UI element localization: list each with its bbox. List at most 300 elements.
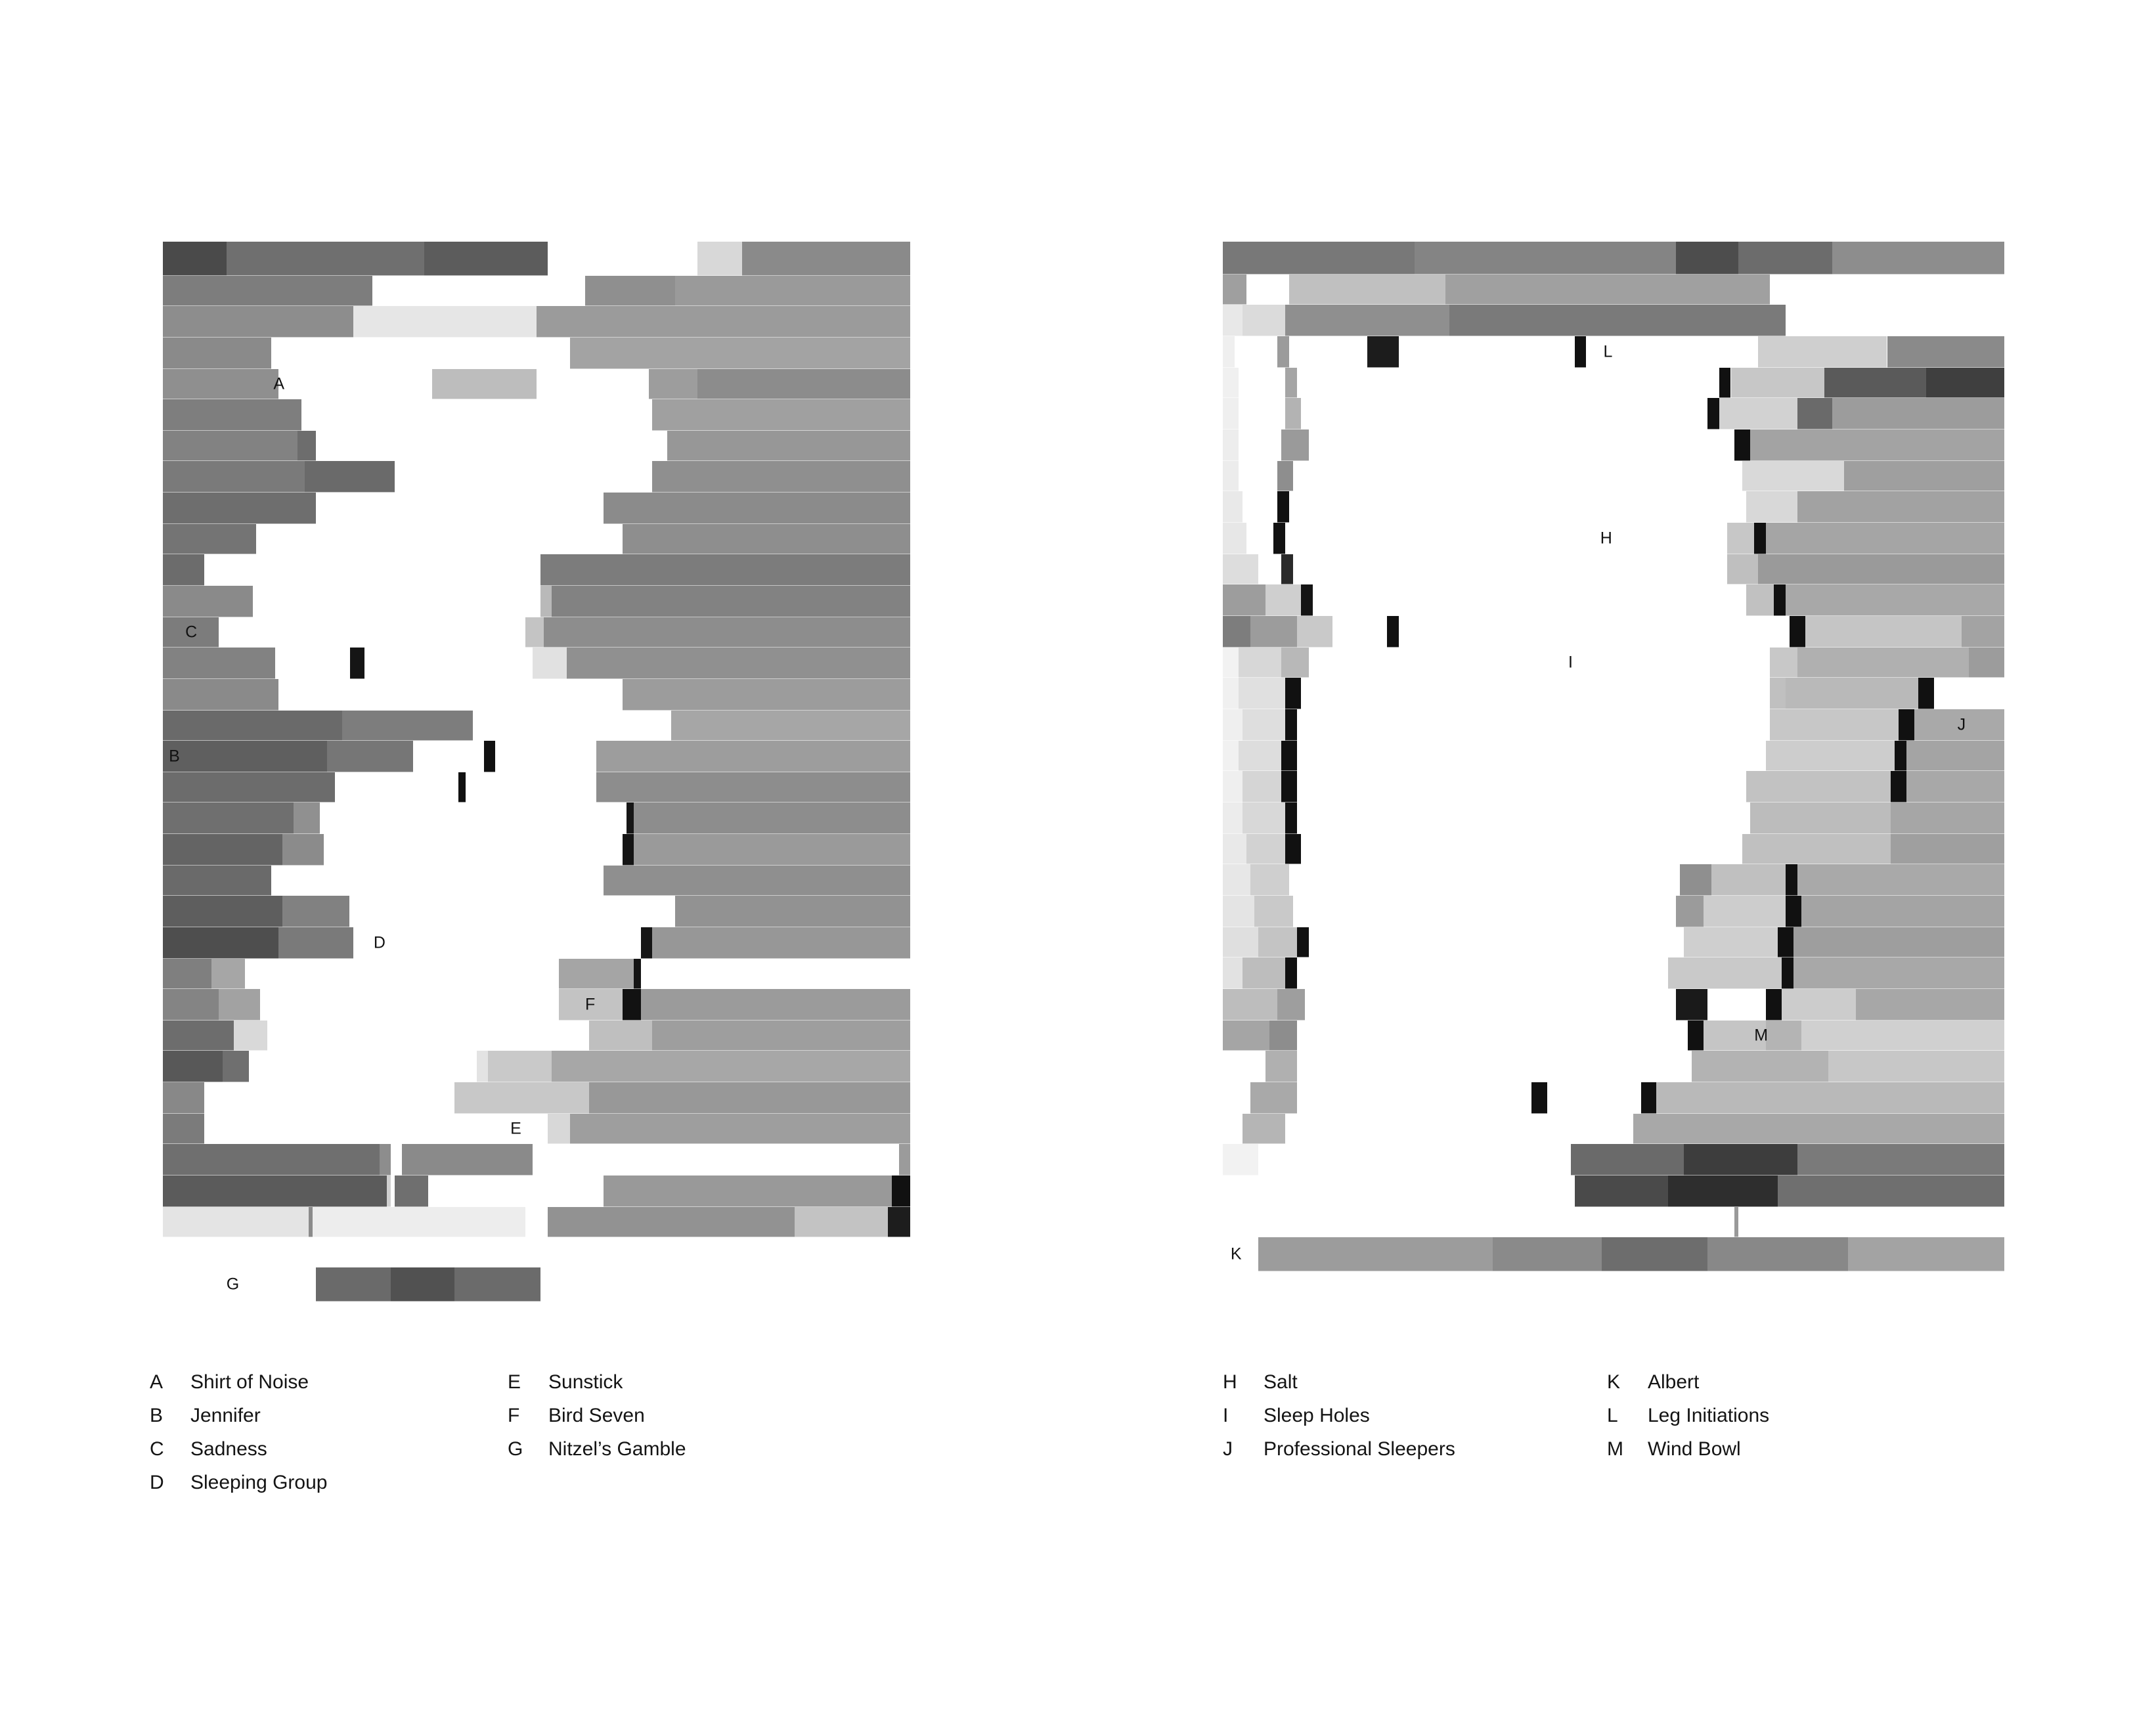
band-segment — [163, 866, 271, 896]
band-segment — [1223, 1021, 1269, 1051]
band-segment — [1731, 368, 1825, 398]
band-row — [163, 1082, 910, 1114]
band-segment — [1223, 616, 1250, 648]
band-segment — [1887, 336, 2005, 368]
band-segment — [1243, 709, 1285, 741]
band-segment — [1223, 709, 1243, 741]
band-segment — [1289, 491, 1746, 523]
legend-label: Leg Initiations — [1648, 1405, 1770, 1426]
band-segment — [548, 679, 623, 711]
band-row — [1223, 523, 2004, 554]
band-segment — [275, 648, 350, 679]
band-segment — [1223, 398, 1239, 429]
band-row — [1223, 305, 2004, 336]
band-segment — [324, 834, 623, 866]
band-segment — [219, 617, 525, 648]
band-segment — [234, 1021, 267, 1051]
band-row — [163, 306, 910, 338]
band-segment — [525, 617, 544, 648]
band-segment — [350, 648, 365, 679]
band-segment — [1281, 554, 1293, 584]
band-segment — [1746, 771, 1891, 802]
band-row — [163, 834, 910, 866]
band-segment — [514, 493, 533, 524]
band-segment — [1289, 336, 1367, 368]
band-segment — [1793, 927, 2004, 957]
band-segment — [163, 1207, 309, 1237]
legend-right-column-2 — [1607, 1373, 1769, 1459]
legend-key: C — [150, 1438, 164, 1460]
band-segment — [1805, 616, 1962, 648]
legend-item — [150, 1406, 508, 1426]
band-segment — [1676, 242, 1738, 275]
band-segment — [1285, 398, 1301, 429]
band-segment — [1289, 864, 1680, 896]
band-segment — [1575, 336, 1587, 368]
legend-key: E — [508, 1371, 521, 1393]
band-segment — [548, 242, 697, 276]
band-segment — [1223, 1144, 1258, 1176]
band-segment — [540, 431, 667, 461]
band-segment — [1707, 398, 1719, 429]
band-segment — [585, 276, 675, 306]
band-segment — [1778, 1176, 2004, 1207]
band-segment — [282, 896, 349, 927]
band-segment — [1243, 305, 1285, 336]
band-segment — [1711, 864, 1786, 896]
band-segment — [1766, 989, 1782, 1021]
band-segment — [1786, 678, 1918, 709]
band-segment — [540, 554, 910, 586]
band-segment — [623, 679, 910, 711]
band-segment — [1297, 802, 1750, 834]
band-segment — [1309, 648, 1770, 678]
band-segment — [1770, 709, 1899, 741]
band-segment — [1223, 1176, 1262, 1207]
band-segment — [1239, 429, 1281, 461]
band-segment — [402, 1144, 533, 1176]
legend-right — [1223, 1373, 2077, 1459]
band-segment — [163, 306, 353, 338]
band-segment — [1680, 864, 1711, 896]
band-segment — [548, 1207, 795, 1237]
band-segment — [623, 524, 910, 554]
band-row — [1223, 242, 2004, 275]
legend-label: Sadness — [190, 1438, 267, 1460]
band-segment — [1239, 461, 1278, 491]
band-segment — [1684, 1144, 1797, 1176]
legend-key: H — [1223, 1371, 1237, 1393]
band-row — [1223, 802, 2004, 834]
legend-label: Bird Seven — [548, 1405, 645, 1426]
band-segment — [163, 493, 316, 524]
band-segment — [1293, 554, 1727, 584]
band-segment — [1797, 398, 1833, 429]
band-segment — [1254, 896, 1294, 927]
band-segment — [372, 276, 585, 306]
band-segment — [1297, 927, 1309, 957]
band-segment — [1734, 1207, 1738, 1237]
band-segment — [888, 1207, 910, 1237]
band-segment — [1239, 678, 1285, 709]
band-segment — [1727, 554, 1759, 584]
legend-label: Shirt of Noise — [190, 1371, 309, 1393]
band-row — [163, 1267, 910, 1302]
band-segment — [1223, 368, 1239, 398]
band-segment — [395, 1176, 428, 1207]
band-row — [1223, 1051, 2004, 1082]
band-segment — [634, 834, 910, 866]
band-segment — [652, 927, 910, 959]
band-segment — [1962, 616, 2004, 648]
band-segment — [1223, 1082, 1250, 1114]
band-segment — [1774, 584, 1786, 616]
band-segment — [1742, 461, 1844, 491]
band-segment — [1265, 584, 1301, 616]
band-segment — [1285, 678, 1301, 709]
band-segment — [1269, 1021, 1297, 1051]
band-label-i: I — [1568, 653, 1573, 672]
band-row — [163, 1237, 910, 1267]
band-row — [1223, 1021, 2004, 1051]
band-segment — [652, 399, 910, 431]
band-segment — [1223, 927, 1258, 957]
band-segment — [163, 1144, 380, 1176]
band-segment — [596, 741, 910, 772]
band-segment — [1243, 802, 1285, 834]
legend-left — [150, 1373, 971, 1493]
band-segment — [1223, 429, 1239, 461]
band-segment — [484, 802, 626, 834]
band-segment — [1223, 491, 1243, 523]
band-segment — [163, 927, 278, 959]
band-segment — [1235, 336, 1277, 368]
band-segment — [1297, 1021, 1688, 1051]
legend-key: F — [508, 1405, 520, 1426]
band-segment — [1285, 834, 1301, 864]
band-segment — [1277, 336, 1289, 368]
band-segment — [1676, 896, 1704, 927]
band-row — [163, 1144, 910, 1176]
band-segment — [1676, 989, 1707, 1021]
band-row — [163, 1021, 910, 1051]
band-row — [163, 1207, 910, 1237]
band-segment — [525, 1207, 548, 1237]
band-segment — [1243, 1114, 1285, 1144]
band-segment — [567, 648, 910, 679]
band-segment — [1223, 648, 1239, 678]
band-segment — [1707, 989, 1766, 1021]
band-segment — [395, 461, 578, 493]
band-segment — [163, 896, 282, 927]
band-segment — [163, 772, 335, 802]
band-label-m: M — [1754, 1026, 1769, 1045]
band-segment — [1246, 275, 1289, 305]
band-segment — [1293, 461, 1742, 491]
band-row — [1223, 368, 2004, 398]
band-row — [163, 802, 910, 834]
band-segment — [488, 1051, 552, 1082]
band-segment — [163, 711, 342, 741]
band-segment — [163, 1176, 387, 1207]
band-segment — [432, 369, 537, 399]
band-row — [1223, 584, 2004, 616]
band-segment — [1832, 242, 2004, 275]
band-segment — [294, 802, 320, 834]
band-segment — [163, 989, 219, 1021]
band-row — [163, 959, 910, 989]
legend-key: I — [1223, 1405, 1229, 1426]
band-segment — [1301, 678, 1770, 709]
legend-label: Albert — [1648, 1371, 1700, 1393]
legend-item — [1607, 1439, 1769, 1459]
band-segment — [552, 1051, 910, 1082]
band-segment — [1656, 1082, 2004, 1114]
legend-label: Wind Bowl — [1648, 1438, 1741, 1460]
band-segment — [253, 586, 540, 617]
band-segment — [1415, 242, 1677, 275]
band-segment — [1285, 802, 1297, 834]
band-label-d: D — [373, 933, 385, 952]
legend-right-columns — [1223, 1373, 2077, 1459]
band-segment — [1571, 1144, 1684, 1176]
band-segment — [1926, 368, 2004, 398]
band-row — [163, 989, 910, 1021]
band-segment — [495, 741, 596, 772]
band-segment — [697, 242, 742, 276]
band-segment — [1301, 398, 1707, 429]
band-segment — [1223, 1051, 1265, 1082]
band-segment — [227, 242, 425, 276]
band-row — [163, 896, 910, 927]
band-segment — [604, 866, 910, 896]
band-segment — [604, 493, 910, 524]
band-segment — [1856, 989, 2004, 1021]
band-segment — [1281, 648, 1309, 678]
band-segment — [667, 431, 910, 461]
band-segment — [163, 741, 327, 772]
band-segment — [466, 772, 596, 802]
band-segment — [204, 1082, 454, 1114]
band-segment — [1297, 771, 1746, 802]
band-segment — [627, 802, 634, 834]
band-segment — [1719, 398, 1797, 429]
band-segment — [278, 679, 364, 711]
legend-label: Sleeping Group — [190, 1472, 328, 1493]
band-row — [1223, 336, 2004, 368]
band-segment — [533, 648, 566, 679]
band-segment — [1832, 398, 2004, 429]
band-segment — [1602, 1237, 1707, 1271]
band-segment — [163, 1051, 223, 1082]
band-segment — [540, 1267, 910, 1302]
band-segment — [297, 431, 316, 461]
band-segment — [1734, 429, 1750, 461]
band-segment — [1250, 1082, 1297, 1114]
band-segment — [537, 306, 910, 338]
band-segment — [163, 524, 256, 554]
band-row — [1223, 709, 2004, 741]
band-segment — [1223, 957, 1243, 989]
band-row — [163, 711, 910, 741]
band-segment — [1797, 1144, 2004, 1176]
band-segment — [641, 989, 910, 1021]
band-segment — [533, 1144, 899, 1176]
band-segment — [1223, 741, 1239, 771]
band-segment — [1797, 491, 2004, 523]
band-segment — [1277, 989, 1305, 1021]
band-segment — [1633, 1114, 2004, 1144]
band-segment — [1265, 1051, 1297, 1082]
band-row — [1223, 927, 2004, 957]
band-segment — [1766, 741, 1895, 771]
band-segment — [413, 741, 484, 772]
band-segment — [570, 1114, 910, 1144]
band-segment — [1387, 616, 1399, 648]
band-segment — [163, 834, 282, 866]
legend-key: M — [1607, 1438, 1623, 1460]
band-segment — [1770, 275, 2004, 305]
band-segment — [1239, 368, 1285, 398]
band-segment — [1746, 584, 1774, 616]
band-segment — [1297, 1082, 1531, 1114]
band-segment — [1223, 242, 1415, 275]
band-segment — [1258, 554, 1282, 584]
band-segment — [428, 1114, 548, 1144]
band-segment — [559, 959, 634, 989]
band-segment — [1223, 584, 1265, 616]
band-row — [163, 431, 910, 461]
band-segment — [1309, 429, 1735, 461]
band-segment — [1688, 1021, 1704, 1051]
band-segment — [1223, 554, 1258, 584]
band-segment — [1786, 305, 2004, 336]
band-segment — [1223, 896, 1254, 927]
band-segment — [473, 711, 671, 741]
band-segment — [316, 1267, 391, 1302]
band-segment — [495, 959, 559, 989]
band-row — [163, 1051, 910, 1082]
band-row — [163, 617, 910, 648]
legend-item — [508, 1439, 686, 1459]
band-segment — [1223, 802, 1243, 834]
legend-label: Professional Sleepers — [1264, 1438, 1455, 1460]
band-segment — [1758, 336, 1887, 368]
legend-key: D — [150, 1472, 164, 1493]
band-segment — [540, 586, 552, 617]
band-segment — [1770, 648, 1797, 678]
band-row — [1223, 834, 2004, 864]
band-segment — [1824, 368, 1926, 398]
band-segment — [1239, 398, 1285, 429]
band-segment — [163, 1267, 211, 1302]
band-segment — [596, 772, 910, 802]
band-segment — [1707, 1237, 1848, 1271]
band-segment — [163, 959, 211, 989]
band-segment — [1281, 771, 1297, 802]
band-segment — [1367, 336, 1399, 368]
band-segment — [163, 1237, 910, 1267]
band-segment — [454, 1082, 589, 1114]
band-label-h: H — [1600, 529, 1612, 548]
band-row — [1223, 398, 2004, 429]
band-row — [1223, 648, 2004, 678]
band-segment — [458, 772, 466, 802]
band-segment — [1692, 1051, 1828, 1082]
legend-item — [508, 1373, 686, 1392]
band-row — [1223, 896, 2004, 927]
band-segment — [282, 834, 324, 866]
band-row — [163, 461, 910, 493]
band-segment — [1297, 616, 1332, 648]
band-row — [163, 242, 910, 276]
band-segment — [342, 711, 473, 741]
band-segment — [1793, 957, 2004, 989]
band-row — [1223, 1237, 2004, 1271]
band-segment — [391, 1144, 402, 1176]
band-segment — [1891, 834, 2004, 864]
legend-item — [150, 1439, 508, 1459]
band-segment — [1223, 834, 1246, 864]
legend-left-columns — [150, 1373, 971, 1493]
band-segment — [335, 772, 458, 802]
band-segment — [271, 338, 570, 369]
legend-key: B — [150, 1405, 164, 1426]
band-segment — [1778, 927, 1793, 957]
band-segment — [1906, 741, 2004, 771]
band-segment — [249, 1051, 477, 1082]
band-row — [1223, 491, 2004, 523]
band-segment — [649, 369, 697, 399]
band-segment — [1243, 491, 1278, 523]
legend-right-column-1 — [1223, 1373, 1607, 1459]
band-segment — [163, 1114, 204, 1144]
band-segment — [1758, 554, 2004, 584]
band-row — [1223, 429, 2004, 461]
band-row — [163, 369, 910, 399]
band-segment — [278, 369, 431, 399]
legend-left-column-1 — [150, 1373, 508, 1493]
band-segment — [1246, 834, 1286, 864]
legend-label: Sunstick — [548, 1371, 623, 1393]
band-segment — [548, 1114, 570, 1144]
legend-label: Nitzel’s Gamble — [548, 1438, 686, 1460]
band-segment — [1277, 461, 1293, 491]
band-segment — [1738, 242, 1832, 275]
band-segment — [1828, 1051, 2004, 1082]
band-segment — [1375, 1114, 1633, 1144]
band-segment — [1223, 678, 1239, 709]
band-segment — [350, 896, 649, 927]
band-segment — [533, 493, 604, 524]
band-segment — [492, 399, 653, 431]
band-row — [1223, 957, 2004, 989]
band-segment — [484, 741, 495, 772]
band-segment — [1641, 1082, 1657, 1114]
band-segment — [1801, 896, 2004, 927]
band-segment — [245, 959, 495, 989]
band-segment — [589, 1082, 910, 1114]
band-segment — [477, 1051, 488, 1082]
band-segment — [1223, 523, 1246, 554]
band-segment — [428, 1176, 604, 1207]
band-label-e: E — [510, 1119, 521, 1138]
band-segment — [316, 431, 540, 461]
band-segment — [353, 927, 641, 959]
band-segment — [223, 1051, 249, 1082]
band-row — [163, 493, 910, 524]
band-segment — [1684, 927, 1778, 957]
